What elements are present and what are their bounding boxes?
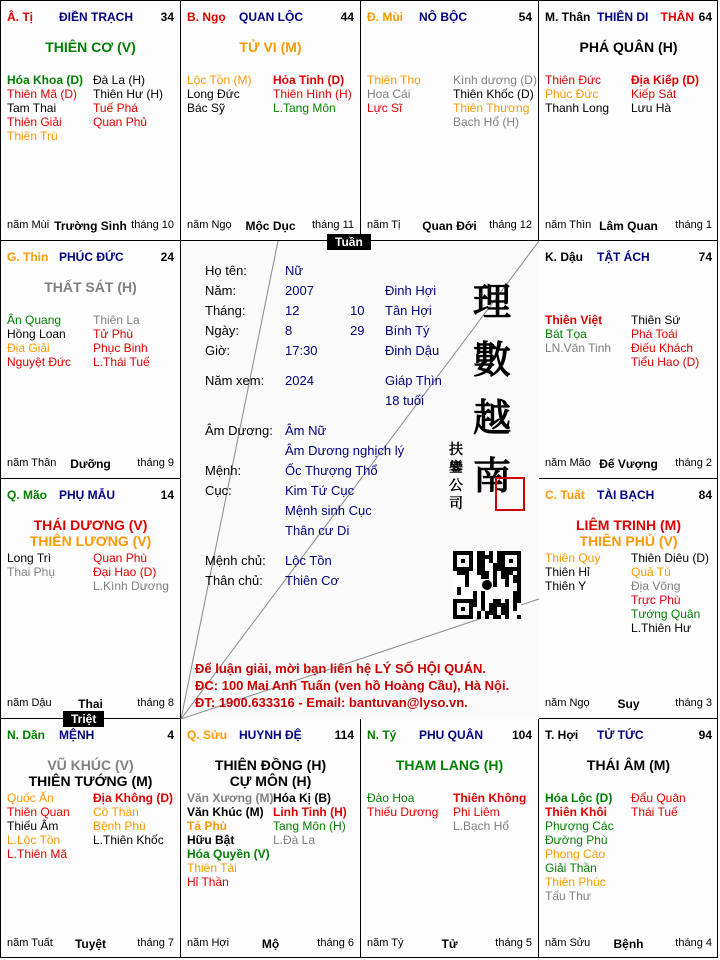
palace-stage: Trường Sinh [54,219,127,233]
info-value-menh: Ốc Thượng Thổ [285,463,378,478]
minor-star: Thiên Đức [545,73,602,87]
info-label-thanchu: Thân chủ: [205,573,263,588]
palace-year: năm Thân [7,457,57,469]
palace-age: 14 [160,488,174,502]
minor-star: Quan Phù [93,551,148,565]
minor-stars-left [545,551,600,593]
palace-footer [367,937,532,951]
minor-star: Địa Không (D) [93,791,173,805]
minor-star: L.Bạch Hổ [453,819,510,833]
minor-stars-right [453,791,526,833]
palace-year: năm Tuất [7,937,53,949]
palace-footer [545,697,712,711]
palace-age: 44 [340,10,354,24]
palace-header [367,728,532,744]
minor-star: Thiên Mã (D) [7,87,78,101]
minor-stars-right [631,791,686,819]
palace-stage: Dưỡng [70,457,111,471]
info-label-cuc: Cục: [205,483,232,498]
palace-year: năm Dậu [7,697,52,709]
minor-star: Phi Liêm [453,805,500,819]
palace-month: tháng 12 [489,219,532,231]
palace-name: TỬ TỨC [597,728,644,742]
palace-age: 64 [698,10,712,24]
palace-header [7,488,174,504]
palace-branch: B. Ngọ [187,10,226,24]
minor-star: Phong Cáo [545,847,606,861]
minor-star: Địa Võng [631,579,681,593]
minor-star: Tang Môn (H) [273,819,346,833]
palace-month: tháng 2 [675,457,712,469]
qr-code-icon[interactable] [453,551,521,619]
minor-star: Thiên Khôi [545,805,607,819]
palace-header [545,10,712,26]
palace-name: TÀI BẠCH [597,488,655,502]
palace-month: tháng 8 [137,697,174,709]
minor-star: LN.Văn Tinh [545,341,612,355]
than-marker: THÂN [660,10,694,24]
info-tuoi: 18 tuổi [385,393,425,408]
minor-star: Thiên Diêu (D) [631,551,710,565]
info-lunar-thang: 10 [350,303,365,318]
info-lunar-ngay: 29 [350,323,365,338]
minor-star: Hỉ Thần [187,875,229,889]
minor-star: Tả Phù [187,819,228,833]
palace-stage: Thai [78,697,103,711]
palace-cell[interactable] [361,1,539,241]
palace-stage: Tử [441,937,458,951]
minor-star: Hoa Cái [367,87,411,101]
minor-stars-right [273,791,347,847]
palace-month: tháng 7 [137,937,174,949]
info-value-cuc3: Thân cư Di [285,523,350,538]
minor-star: Thiên Việt [545,313,603,327]
info-value-cuc: Kim Tứ Cục [285,483,355,498]
minor-star: Kình dương (D) [453,73,537,87]
minor-star: Thiên Giải [7,115,62,129]
palace-branch: N. Dần [7,728,46,742]
minor-star: Phúc Đức [545,87,599,101]
info-value-hoten: Nữ [285,263,304,278]
minor-star: Long Đức [187,87,240,101]
minor-star: Đà La (H) [93,73,146,87]
palace-month: tháng 9 [137,457,174,469]
main-stars [539,39,718,55]
minor-star: Thiên Thọ [367,73,421,87]
minor-star: Tiểu Hao (D) [631,355,700,369]
palace-branch: Đ. Mùi [367,10,403,24]
info-label-ngay: Ngày: [205,323,239,338]
info-value-ngay: 8 [285,323,293,338]
main-star: CỰ MÔN (H) [229,773,312,789]
minor-star: Nguyệt Đức [7,355,72,369]
palace-footer [545,457,712,471]
palace-cell[interactable] [181,719,361,958]
palace-age: 104 [511,728,532,742]
minor-star: Lộc Tồn (M) [187,73,252,87]
palace-month: tháng 6 [317,937,354,949]
small-calli-1: 扶 [449,442,463,458]
palace-month: tháng 10 [131,219,174,231]
minor-star: L.Thiên Khốc [93,833,164,847]
main-star: TỬ VI (M) [239,39,302,55]
minor-stars-left [7,73,83,143]
main-star: VŨ KHÚC (V) [47,757,134,773]
minor-star: Thiên Y [545,579,587,593]
palace-year: năm Mão [545,457,591,469]
minor-star: Tướng Quân [631,607,701,621]
palace-cell[interactable] [361,719,539,958]
minor-star: Thiên Phúc [545,875,606,889]
minor-star: Đường Phù [545,833,608,847]
minor-star: Thiên Hình (H) [273,87,352,101]
minor-star: Bệnh Phù [93,819,146,833]
palace-year: năm Ngọ [545,697,590,709]
minor-star: Văn Xương (M) [187,791,274,805]
calligraphy-1: 理 [473,279,512,324]
minor-stars-right [631,313,699,369]
palace-branch: T. Hợi [545,728,579,742]
minor-star: Linh Tinh (H) [273,805,347,819]
main-stars [539,757,718,773]
palace-name: ĐIỀN TRẠCH [59,10,133,24]
main-star: THIÊN LƯƠNG (V) [29,533,152,549]
main-stars [1,517,180,549]
minor-star: Hỏa Tinh (D) [273,73,345,87]
palace-footer [545,937,712,951]
minor-star: Thiên Quan [7,805,70,819]
seal-stamp [495,477,525,511]
info-value-cuc2: Mệnh sinh Cục [285,503,372,518]
main-star: THIÊN ĐỒNG (H) [214,757,327,773]
main-star: LIÊM TRINH (M) [576,517,681,533]
minor-star: Hữu Bật [187,833,235,847]
palace-header [187,10,354,26]
palace-year: năm Thìn [545,219,592,231]
minor-star: Thiên La [93,313,140,327]
palace-header [7,10,174,26]
minor-stars-right [93,791,173,847]
minor-stars-right [93,313,150,369]
palace-stage: Đế Vượng [599,457,658,471]
minor-star: Thiếu Âm [7,819,59,833]
palace-cell[interactable] [539,479,718,719]
minor-star: Thiên Tài [187,861,237,875]
info-label-menhchu: Mệnh chủ: [205,553,266,568]
minor-star: Bạch Hổ (H) [453,115,520,129]
palace-footer [7,937,174,951]
palace-month: tháng 5 [495,937,532,949]
minor-star: Thiên Thương [453,101,530,115]
minor-star: Hóa Khoa (D) [7,73,83,87]
minor-star: Địa Kiếp (D) [631,73,700,87]
palace-branch: K. Dậu [545,250,584,264]
palace-month: tháng 1 [675,219,712,231]
palace-cell[interactable] [181,1,361,241]
info-can-gio: Đinh Dậu [385,343,440,358]
minor-star: Phá Toái [631,327,678,341]
info-value-namxem: 2024 [285,373,314,388]
minor-star: Bác Sỹ [187,101,226,115]
minor-star: L.Kình Dương [93,579,169,593]
minor-stars-left [545,73,609,115]
center-panel [181,241,539,719]
minor-stars-left [7,313,71,369]
palace-stage: Suy [617,697,640,711]
info-label-nam: Năm: [205,283,237,298]
main-star: PHÁ QUÂN (H) [579,39,678,55]
main-stars [181,39,360,55]
palace-name: MỆNH [59,728,95,742]
minor-star: Kiếp Sát [631,87,677,101]
info-can-nam: Đinh Hợi [385,283,437,298]
main-stars [1,757,180,789]
palace-name: QUAN LỘC [239,10,303,24]
minor-star: Quả Tú [631,565,671,579]
info-label-thang: Tháng: [205,303,246,318]
palace-footer [7,457,174,471]
minor-star: L.Lộc Tồn [7,833,61,847]
minor-star: Hồng Loan [7,327,66,341]
minor-star: Tam Thai [7,101,57,115]
info-value-thang: 12 [285,303,300,318]
minor-stars-right [93,551,169,593]
minor-star: Ân Quang [7,313,62,327]
main-star: THÁI ÂM (M) [586,757,671,773]
palace-footer [545,219,712,233]
palace-footer [367,219,532,233]
main-stars [1,279,180,295]
minor-stars-left [545,313,611,355]
palace-name: PHU QUÂN [419,728,484,742]
small-calli-4: 司 [449,496,463,512]
palace-header [187,728,354,744]
minor-star: Thái Tuế [631,805,678,819]
palace-footer [7,697,174,711]
main-stars [361,757,538,773]
palace-footer [187,219,354,233]
main-star: THIÊN PHỦ (V) [579,533,678,549]
info-value-thanchu: Thiên Cơ [285,573,340,588]
contact-line-1: Để luận giải, mời bạn liên hệ LÝ SỐ HỘI QUÁN. [195,661,486,676]
minor-star: Địa Giải [7,341,50,355]
palace-age: 114 [334,728,354,742]
info-value-gio: 17:30 [285,343,318,358]
palace-header [545,488,712,504]
minor-stars-left [187,73,251,115]
info-can-thang: Tân Hợi [385,303,432,318]
minor-star: L.Thiên Hư [631,621,692,635]
minor-stars-right [273,73,352,115]
palace-name: HUYNH ĐỆ [239,728,302,742]
main-star: THAM LANG (H) [395,757,504,773]
minor-stars-left [187,791,274,889]
minor-stars-right [453,73,537,129]
minor-star: Thiên Sứ [631,313,681,327]
palace-cell[interactable] [1,719,181,958]
palace-cell[interactable] [539,1,718,241]
contact-line-3: ĐT: 1900.633316 - Email: bantuvan@lyso.vn. [195,695,468,710]
palace-cell[interactable] [539,241,718,479]
minor-star: Thanh Long [545,101,610,115]
minor-star: Phục Binh [93,341,148,355]
palace-year: năm Mùi [7,219,50,231]
minor-star: Văn Khúc (M) [187,805,264,819]
palace-branch: Q. Sửu [187,728,228,742]
calligraphy-4: 南 [473,453,512,498]
minor-star: Bát Tọa [545,327,587,341]
minor-star: Tấu Thư [545,889,591,903]
minor-stars-left [367,73,421,115]
palace-name: NÔ BỘC [419,10,467,24]
minor-star: Đẩu Quân [631,791,686,805]
minor-star: Thiên Hư (H) [93,87,164,101]
main-star: THIÊN CƠ (V) [45,39,136,55]
palace-stage: Tuyệt [74,937,107,951]
minor-star: L.Đà La [273,833,316,847]
minor-stars-right [631,551,709,635]
palace-stage: Bệnh [613,937,644,951]
main-stars [1,39,180,55]
minor-star: Điếu Khách [631,341,694,355]
palace-year: năm Tý [367,937,404,949]
palace-age: 74 [698,250,712,264]
calligraphy-2: 數 [473,337,512,382]
palace-year: năm Ngọ [187,219,232,231]
minor-star: Hóa Kị (B) [273,791,331,805]
small-calligraphy [449,441,463,513]
minor-star: L.Tang Môn [273,101,336,115]
minor-stars-left [7,551,55,579]
palace-branch: G. Thìn [7,250,49,264]
palace-name: PHÚC ĐỨC [59,250,124,264]
contact-line-2: ĐC: 100 Mai Anh Tuấn (ven hồ Hoàng Cầu), Hà Nội. [195,678,510,693]
palace-header [7,250,174,266]
palace-age: 94 [698,728,712,742]
palace-month: tháng 11 [311,219,354,231]
palace-header [7,728,174,744]
palace-name: TẬT ÁCH [597,250,650,264]
palace-cell[interactable] [539,719,718,958]
palace-name: PHỤ MẪU [59,488,115,502]
triet-tag: Triệt [63,711,104,727]
palace-age: 84 [698,488,712,502]
palace-year: năm Sửu [545,937,591,949]
info-label-hoten: Họ tên: [205,263,247,278]
palace-year: năm Hợi [187,937,230,949]
info-label-namxem: Năm xem: [205,373,265,388]
minor-star: Tử Phù [93,327,134,341]
palace-header [545,250,712,266]
palace-name: THIÊN DI [597,10,649,24]
info-value-amduong2: Âm Dương nghịch lý [285,443,405,458]
minor-star: Đào Hoa [367,791,415,805]
minor-star: Quốc Ấn [7,791,54,805]
minor-star: Tuế Phá [93,101,138,115]
minor-stars-right [93,73,163,129]
minor-star: Thiên Khốc (D) [453,87,534,101]
minor-stars-right [631,73,699,115]
minor-star: Trực Phù [631,593,681,607]
info-can-namxem: Giáp Thìn [385,373,442,388]
minor-stars-left [367,791,438,819]
info-value-nam: 2007 [285,283,314,298]
palace-stage: Mộc Dục [245,219,296,233]
minor-star: Long Trì [7,551,52,565]
info-label-menh: Mệnh: [205,463,242,478]
small-calli-3: 公 [449,478,463,494]
minor-star: Quan Phủ [93,115,148,129]
palace-cell[interactable] [1,241,181,479]
palace-age: 34 [160,10,174,24]
info-label-gio: Giờ: [205,343,231,358]
minor-star: Phượng Các [545,819,614,833]
minor-star: Lưu Hà [631,101,672,115]
palace-cell[interactable] [1,1,181,241]
palace-footer [187,937,354,951]
palace-year: năm Tị [367,219,401,231]
minor-star: Thiên Trù [7,129,58,143]
info-can-ngay: Bính Tý [385,323,430,338]
palace-branch: M. Thân [545,10,591,24]
palace-stage: Lâm Quan [599,219,658,233]
info-label-amduong: Âm Dương: [205,423,273,438]
minor-star: Hóa Lộc (D) [545,791,613,805]
tuan-tag: Tuần [327,234,371,250]
minor-star: Giải Thần [545,861,597,875]
main-star: THẤT SÁT (H) [44,279,137,295]
main-star: THIÊN TƯỚNG (M) [28,773,153,789]
palace-branch: Q. Mão [7,488,48,502]
minor-star: Thiên Hỉ [545,565,590,579]
minor-star: Hóa Quyền (V) [187,847,270,861]
palace-age: 24 [160,250,174,264]
minor-star: Thiếu Dương [367,805,439,819]
minor-stars-left [545,791,614,903]
info-value-menhchu: Lộc Tồn [285,553,332,568]
info-value-amduong: Âm Nữ [285,423,327,438]
small-calli-2: 鑾 [449,460,463,476]
palace-month: tháng 4 [675,937,712,949]
palace-branch: C. Tuất [545,488,585,502]
palace-cell[interactable] [1,479,181,719]
minor-star: Thai Phụ [7,565,56,579]
minor-stars-left [7,791,70,861]
minor-star: Đại Hao (D) [93,565,157,579]
main-stars [181,757,360,789]
palace-footer [7,219,174,233]
minor-star: Thiên Quý [545,551,601,565]
main-star: THÁI DƯƠNG (V) [33,517,148,533]
minor-star: Cô Thần [93,805,139,819]
palace-age: 54 [518,10,532,24]
minor-star: Thiên Không [453,791,527,805]
minor-star: L.Thái Tuế [93,355,150,369]
main-stars [539,517,718,549]
calligraphy-3: 越 [473,395,512,440]
palace-header [367,10,532,26]
palace-stage: Mộ [261,937,280,951]
palace-header [545,728,712,744]
minor-star: Lực Sĩ [367,101,403,115]
palace-month: tháng 3 [675,697,712,709]
palace-branch: N. Tý [367,728,397,742]
palace-age: 4 [167,728,174,742]
palace-stage: Quan Đới [422,219,477,233]
minor-star: L.Thiên Mã [7,847,68,861]
palace-branch: Â. Tị [7,10,33,24]
